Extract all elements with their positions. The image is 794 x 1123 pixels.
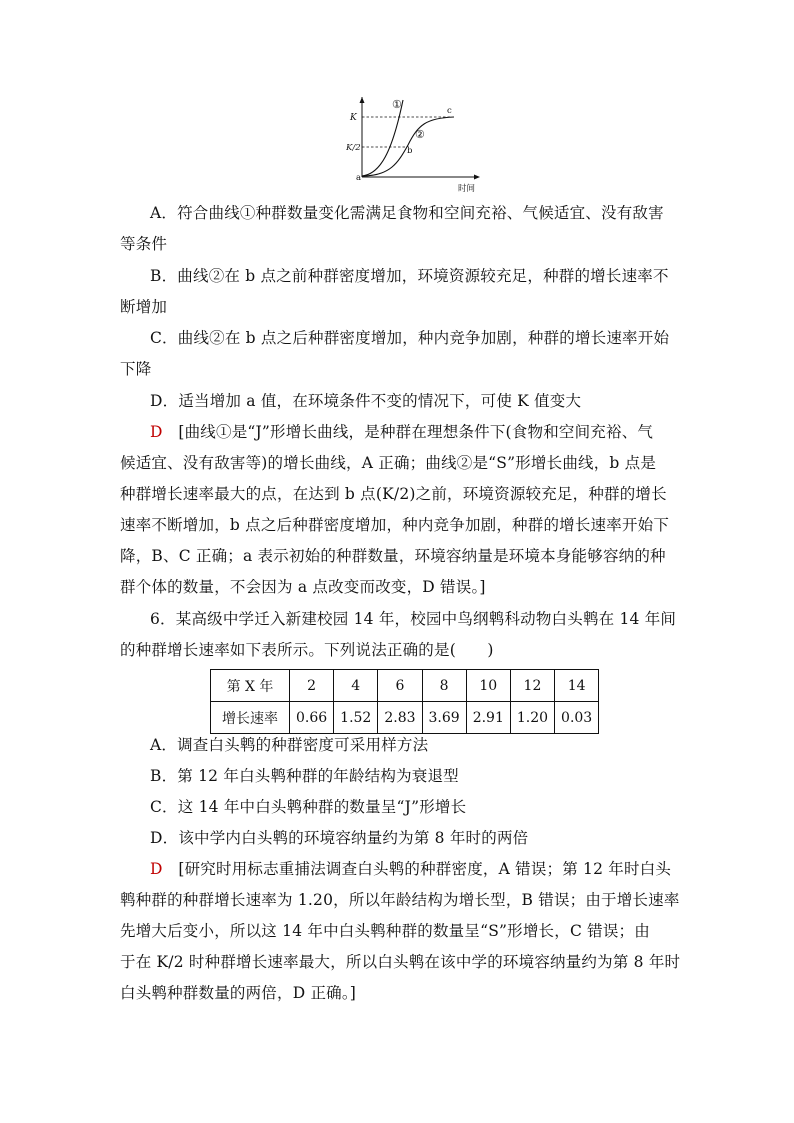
- q5-option-d: D．适当增加 a 值，在环境条件不变的情况下，可使 K 值变大: [150, 392, 582, 410]
- q6-stem-line2: 的种群增长速率如下表所示。下列说法正确的是( ): [120, 641, 494, 659]
- table-cell-rate: 1.52: [334, 702, 378, 734]
- q5-explanation-line2: 候适宜、没有敌害等)的增长曲线，A 正确；曲线②是“S”形增长曲线，b 点是: [120, 454, 657, 472]
- x-axis-label: 时间: [458, 184, 476, 194]
- q6-explanation-line5: 白头鹎种群数量的两倍，D 正确。]: [120, 984, 357, 1002]
- table-cell-rate: 3.69: [422, 702, 466, 734]
- q5-option-c-line1: C．曲线②在 b 点之后种群密度增加，种内竞争加剧，种群的增长速率开始: [150, 329, 670, 347]
- q6-option-a: A．调查白头鹎的种群密度可采用样方法: [150, 736, 429, 754]
- q5-option-a-line2: 等条件: [120, 235, 168, 253]
- y-axis-arrow: [360, 97, 365, 103]
- q5-option-a-line1: A．符合曲线①种群数量变化需满足食物和空间充裕、气候适宜、没有敌害: [150, 204, 664, 222]
- table-cell-year: 14: [555, 670, 599, 702]
- q5-option-b-line2: 断增加: [120, 298, 168, 316]
- q5-explanation-line5: 降，B、C 正确；a 表示初始的种群数量，环境容纳量是环境本身能够容纳的种: [120, 547, 666, 565]
- table-cell-year: 10: [466, 670, 510, 702]
- point-a-label: a: [356, 173, 362, 183]
- q6-option-d: D．该中学内白头鹎的环境容纳量约为第 8 年时的两倍: [150, 829, 529, 847]
- q6-explanation-line4: 于在 K/2 时种群增长速率最大，所以白头鹎在该中学的环境容纳量约为第 8 年时: [120, 953, 681, 971]
- q5-explanation-line3: 种群增长速率最大的点，在达到 b 点(K/2)之前，环境资源较充足，种群的增长: [120, 485, 667, 503]
- table-cell-rate: 2.91: [466, 702, 510, 734]
- q5-explanation-line4: 速率不断增加，b 点之后种群密度增加，种内竞争加剧，种群的增长速率开始下: [120, 516, 670, 534]
- curve-1-j-shape: [362, 100, 403, 176]
- q5-option-b-line1: B．曲线②在 b 点之前种群密度增加，环境资源较充足，种群的增长速率不: [150, 267, 669, 285]
- point-b-label: b: [407, 146, 413, 156]
- q6-answer: D: [150, 860, 163, 878]
- curve-2-label: ②: [415, 128, 425, 141]
- q6-explanation-line1: [150, 859, 710, 879]
- table-row-years: [211, 670, 599, 702]
- q5-answer: D: [150, 423, 163, 441]
- table-row-rates: [211, 702, 599, 734]
- x-axis-arrow: [474, 175, 480, 180]
- growth-rate-table: [210, 669, 599, 734]
- point-c-label: c: [447, 106, 452, 116]
- curve-1-label: ①: [392, 98, 402, 111]
- q6-explanation-line2: 鹎种群的种群增长速率为 1.20，所以年龄结构为增长型，B 错误；由于增长速率: [120, 891, 680, 909]
- table-cell-year: 8: [422, 670, 466, 702]
- k-half-label: K/2: [346, 143, 361, 153]
- table-cell-rate: 0.03: [555, 702, 599, 734]
- q5-option-c-line2: 下降: [120, 360, 152, 378]
- table-cell-rate: 0.66: [290, 702, 334, 734]
- table-cell-year: 2: [290, 670, 334, 702]
- table-cell-rate: 2.83: [378, 702, 422, 734]
- k-label: K: [350, 113, 357, 123]
- table-header-year: 第 X 年: [211, 670, 290, 702]
- q6-explanation-text: [研究时用标志重捕法调查白头鹎的种群密度，A 错误；第 12 年时白头: [178, 860, 672, 878]
- q5-explanation-line6: 群个体的数量，不会因为 a 点改变而改变，D 错误。]: [120, 578, 486, 596]
- table-header-rate: 增长速率: [211, 702, 290, 734]
- table-cell-year: 12: [510, 670, 554, 702]
- table-cell-rate: 1.20: [510, 702, 554, 734]
- q6-explanation-line3: 先增大后变小，所以这 14 年中白头鹎种群的数量呈“S”形增长，C 错误；由: [120, 922, 650, 940]
- q6-option-b: B．第 12 年白头鹎种群的年龄结构为衰退型: [150, 767, 459, 785]
- q6-option-c: C．这 14 年中白头鹎种群的数量呈“J”形增长: [150, 798, 467, 816]
- q6-stem-line1: 6．某高级中学迁入新建校园 14 年，校园中鸟纲鹎科动物白头鹎在 14 年间: [150, 610, 677, 628]
- q5-explanation-line1: [150, 422, 710, 442]
- q5-explanation-text: [曲线①是“J”形增长曲线，是种群在理想条件下(食物和空间充裕、气: [178, 423, 654, 441]
- growth-curve-figure: [346, 97, 486, 195]
- table-cell-year: 4: [334, 670, 378, 702]
- table-cell-year: 6: [378, 670, 422, 702]
